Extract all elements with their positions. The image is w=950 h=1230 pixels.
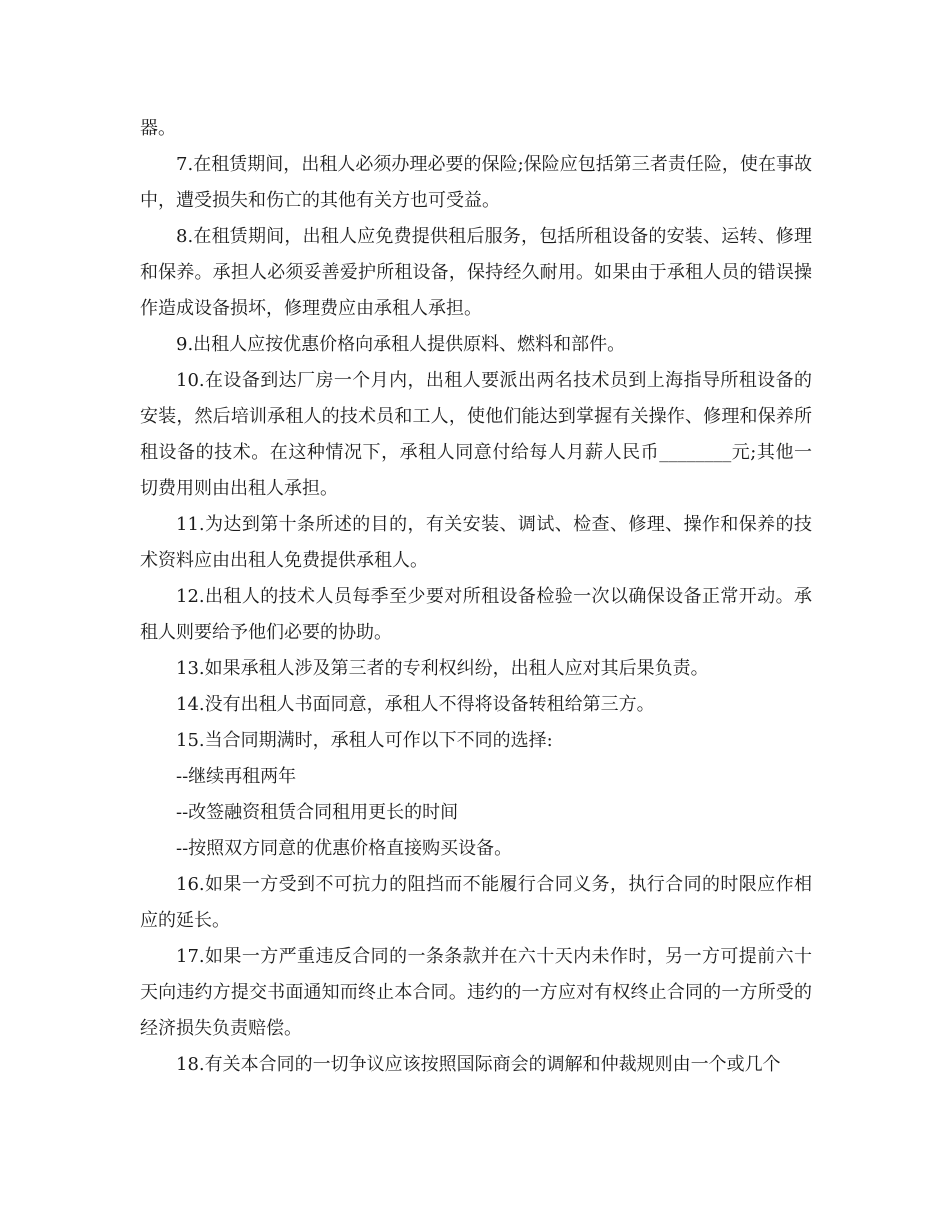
- list-item-option-2: --改签融资租赁合同租用更长的时间: [176, 802, 459, 823]
- document-body: [140, 111, 812, 1083]
- paragraph-clause-12: 12.出租人的技术人员每季至少要对所租设备检验一次以确保设备正常开动。承租人则要给予他们必要的协助。: [140, 586, 812, 643]
- paragraph-clause-18: 18.有关本合同的一切争议应该按照国际商会的调解和仲裁规则由一个或几个: [176, 1054, 781, 1075]
- paragraph-clause-14: 14.没有出租人书面同意，承租人不得将设备转租给第三方。: [176, 694, 655, 715]
- paragraph-clause-15: 15.当合同期满时，承租人可作以下不同的选择:: [176, 730, 553, 751]
- paragraph-clause-17: 17.如果一方严重违反合同的一条条款并在六十天内未作时，另一方可提前六十天向违约方提交书面通知而终止本合同。违约的一方应对有权终止合同的一方所受的经济损失负责赔偿。: [140, 946, 812, 1039]
- paragraph-clause-16: 16.如果一方受到不可抗力的阻挡而不能履行合同义务，执行合同的时限应作相应的延长。: [140, 874, 812, 931]
- paragraph-clause-7: 7.在租赁期间，出租人必须办理必要的保险;保险应包括第三者责任险，使在事故中，遭受损失和伤亡的其他有关方也可受益。: [140, 154, 812, 211]
- list-item-option-3: --按照双方同意的优惠价格直接购买设备。: [176, 838, 513, 859]
- paragraph-clause-8: 8.在租赁期间，出租人应免费提供租后服务，包括所租设备的安装、运转、修理和保养。承担人必须妥善爱护所租设备，保持经久耐用。如果由于承租人员的错误操作造成设备损坏，修理费应由承租人承担。: [140, 226, 812, 319]
- paragraph-clause-11: 11.为达到第十条所述的目的，有关安装、调试、检查、修理、操作和保养的技术资料应由出租人免费提供承租人。: [140, 514, 812, 571]
- paragraph-clause-9: 9.出租人应按优惠价格向承租人提供原料、燃料和部件。: [176, 334, 626, 355]
- paragraph-clause-13: 13.如果承租人涉及第三者的专利权纠纷，出租人应对其后果负责。: [176, 658, 709, 679]
- paragraph-clause-10: 10.在设备到达厂房一个月内，出租人要派出两名技术员到上海指导所租设备的安装，然后培训承租人的技术员和工人，使他们能达到掌握有关操作、修理和保养所租设备的技术。在这种情况下，承租人同意付给每人月薪人民币________元;其他一切费用则由出租人承担。: [140, 370, 812, 499]
- list-item-option-1: --继续再租两年: [176, 766, 297, 787]
- paragraph-continuation: 器。: [140, 118, 176, 139]
